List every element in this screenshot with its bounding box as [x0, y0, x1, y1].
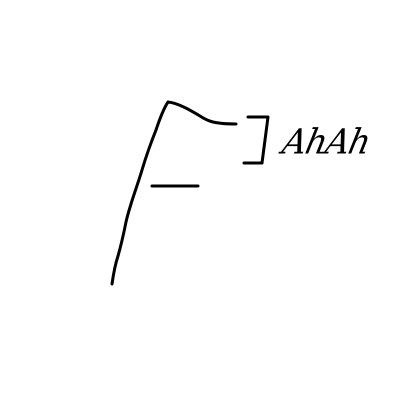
handwritten-label: AhAh	[278, 120, 374, 162]
bracket-stroke	[244, 117, 268, 163]
long-curved-stroke	[112, 102, 236, 284]
